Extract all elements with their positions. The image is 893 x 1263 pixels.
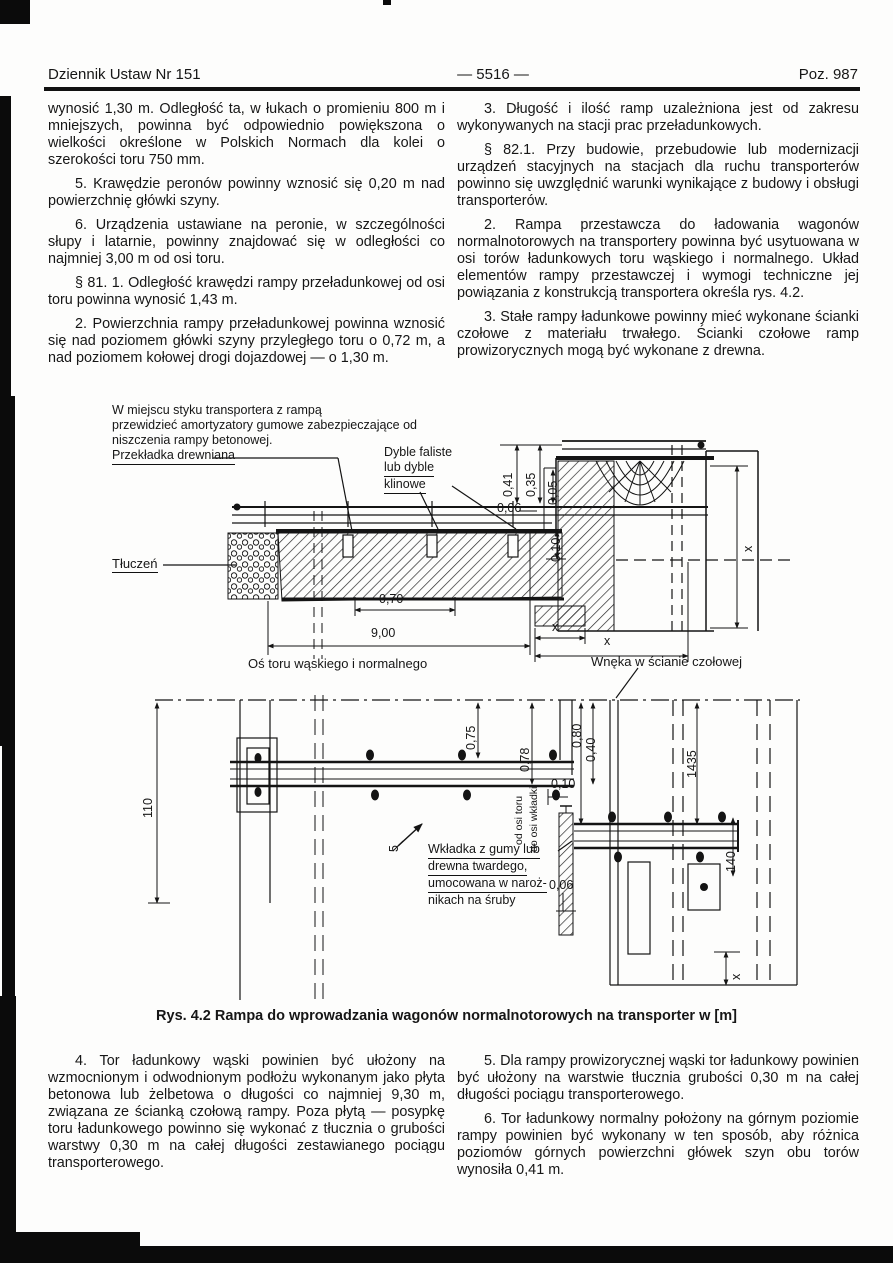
page-header: [48, 66, 858, 83]
figure-note-line: niszczenia rampy betonowej.: [112, 433, 273, 447]
paragraph: wynosić 1,30 m. Odległość ta, w łukach o promieniu 800 m i mniejszych, powinna być odpowiednio powiększona o wielkości określone w Polskich Normach dla kolei o szerokości toru 750 mm.: [48, 101, 445, 168]
scan-artifact-bottom-left: [0, 1232, 140, 1263]
scan-artifact-left-4: [0, 996, 16, 1240]
dim-0-40: 0,40: [584, 737, 598, 762]
position-number: Poz. 987: [798, 66, 858, 83]
dim-9-00: 9,00: [371, 626, 396, 640]
label-wkladka-line: drewna twardego,: [428, 859, 527, 876]
dim-slope-5: 5: [387, 845, 401, 852]
dim-110: 110: [141, 798, 155, 818]
dim-0-75: 0,75: [464, 725, 478, 750]
dim-0-80: 0,80: [570, 723, 584, 748]
scan-artifact-top-left: [0, 0, 30, 24]
figure-note: [112, 403, 417, 465]
figure-note-line: przewidzieć amortyzatory gumowe zabezpieczające od: [112, 418, 418, 432]
label-wkladka-line: nikach na śruby: [428, 893, 516, 907]
label-dyble-line: klinowe: [384, 477, 426, 494]
label-dyble-line: lub dyble: [384, 460, 434, 477]
dim-0-06-plan: 0,06: [549, 878, 574, 892]
dim-0-78: 0,78: [518, 747, 532, 772]
paragraph: § 81. 1. Odległość krawędzi rampy przeładunkowej od osi toru powinna wynosić 1,43 m.: [48, 275, 445, 308]
paragraph: 2. Rampa przestawcza do ładowania wagonów normalnotorowych na transportery powinna być usytuowana w osi torów ładunkowych toru wąskiego i normalnego. Układ elementów rampy przestawczej i wymogi techniczne jej powiązania z konstrukcją transportera określa rys. 4.2.: [457, 217, 859, 301]
scan-artifact-top: [383, 0, 391, 5]
dim-0-70: 0,70: [379, 592, 404, 606]
label-do-osi-wkladki: do osi wkładki: [528, 786, 540, 852]
paragraph: 6. Urządzenia ustawiane na peronie, w szczególności słupy i latarnie, powinny znajdować się w odległości co najmniej 3,00 m od osi toru.: [48, 217, 445, 267]
figure-note-line: W miejscu styku transportera z rampą: [112, 403, 322, 417]
scan-artifact-left-1: [0, 96, 11, 396]
dim-0-10-plan: 0,10: [551, 777, 576, 791]
top-right-column: [457, 101, 859, 367]
dim-x-small: x: [552, 620, 559, 634]
label-wkladka-line: Wkładka z gumy lub: [428, 842, 540, 859]
label-przekladka-drewniana: Przekładka drewniana: [112, 448, 235, 465]
label-dyble: [384, 445, 452, 494]
label-wkladka-line: umocowana w naroż-: [428, 876, 547, 893]
dim-0-06-upper: 0,06: [497, 501, 522, 515]
paragraph: 4. Tor ładunkowy wąski powinien być ułożony na wzmocnionym i odwodnionym podłożu wykonanym jako płyta betonowa lub żelbetowa o długości co najmniej 9,30 m, związana ze ścianką czołową rampy. Poza płytą — posypkę toru ładunkowego powinno się wykonać z tłucznia o grubości warstwy 0,30 m na całej długości zestawianego pociągu transporterowego.: [48, 1053, 445, 1171]
dim-x-long: x: [604, 634, 611, 648]
label-os-toru: Oś toru wąskiego i normalnego: [248, 656, 428, 671]
bottom-left-column: [48, 1053, 445, 1179]
scan-artifact-left-3: [2, 746, 15, 996]
top-left-column: [48, 101, 445, 374]
paragraph: 3. Długość i ilość ramp uzależniona jest od zakresu wykonywanych na stacji prac przeładunkowych.: [457, 101, 859, 134]
dim-0-35: 0,35: [524, 472, 538, 497]
paragraph: 2. Powierzchnia rampy przeładunkowej powinna wznosić się nad poziomem główki szyny przyległego toru o 0,72 m, a nad poziomem kołowej drogi dojazdowej — o 1,30 m.: [48, 316, 445, 366]
page-number: — 5516 —: [457, 66, 529, 83]
journal-title: Dziennik Ustaw Nr 151: [48, 66, 201, 83]
scan-artifact-bottom: [130, 1246, 893, 1263]
paragraph: 5. Krawędzie peronów powinny wznosić się 0,20 m nad powierzchnię główki szyny.: [48, 176, 445, 209]
paragraph: § 82.1. Przy budowie, przebudowie lub modernizacji urządzeń stacyjnych na stacjach dla ruchu transporterów powinno się uwzględnić warunki wynikające z budowy i obsługi transporterów.: [457, 142, 859, 209]
dim-x-bottom: x: [729, 973, 743, 980]
dim-0-10-upper: 0,10: [549, 537, 563, 562]
paragraph: 3. Stałe rampy ładunkowe powinny mieć wykonane ścianki czołowe z materiału trwałego. Ścianki czołowe ramp prowizorycznych mogą być wykonane z drewna.: [457, 309, 859, 359]
bottom-right-column: [457, 1053, 859, 1186]
label-dyble-line: Dyble faliste: [384, 445, 453, 459]
header-rule: [44, 87, 860, 91]
dim-1435: 1435: [685, 750, 699, 778]
dim-0-05: 0,05: [546, 480, 560, 505]
label-od-osi-toru: od osi toru: [513, 795, 525, 845]
dim-x-right: x: [741, 545, 755, 552]
dim-140: 140: [724, 851, 738, 872]
figure-caption: Rys. 4.2 Rampa do wprowadzania wagonów normalnotorowych na transporter w [m]: [156, 1008, 737, 1024]
scan-artifact-left-2: [0, 396, 15, 746]
label-tluczen: Tłuczeń: [112, 556, 158, 571]
label-wneka: Wnęka w ścianie czołowej: [591, 654, 743, 669]
paragraph: 6. Tor ładunkowy normalny położony na górnym poziomie rampy powinien być wykonany w ten sposób, aby różnica poziomów górnych powierzchni główek szyn obu torów wynosiła 0,41 m.: [457, 1111, 859, 1178]
dim-0-41: 0,41: [501, 472, 515, 497]
paragraph: 5. Dla rampy prowizorycznej wąski tor ładunkowy powinien być ułożony na warstwie tłucznia grubości 0,30 m na całej długości pociągu transporterowego.: [457, 1053, 859, 1103]
